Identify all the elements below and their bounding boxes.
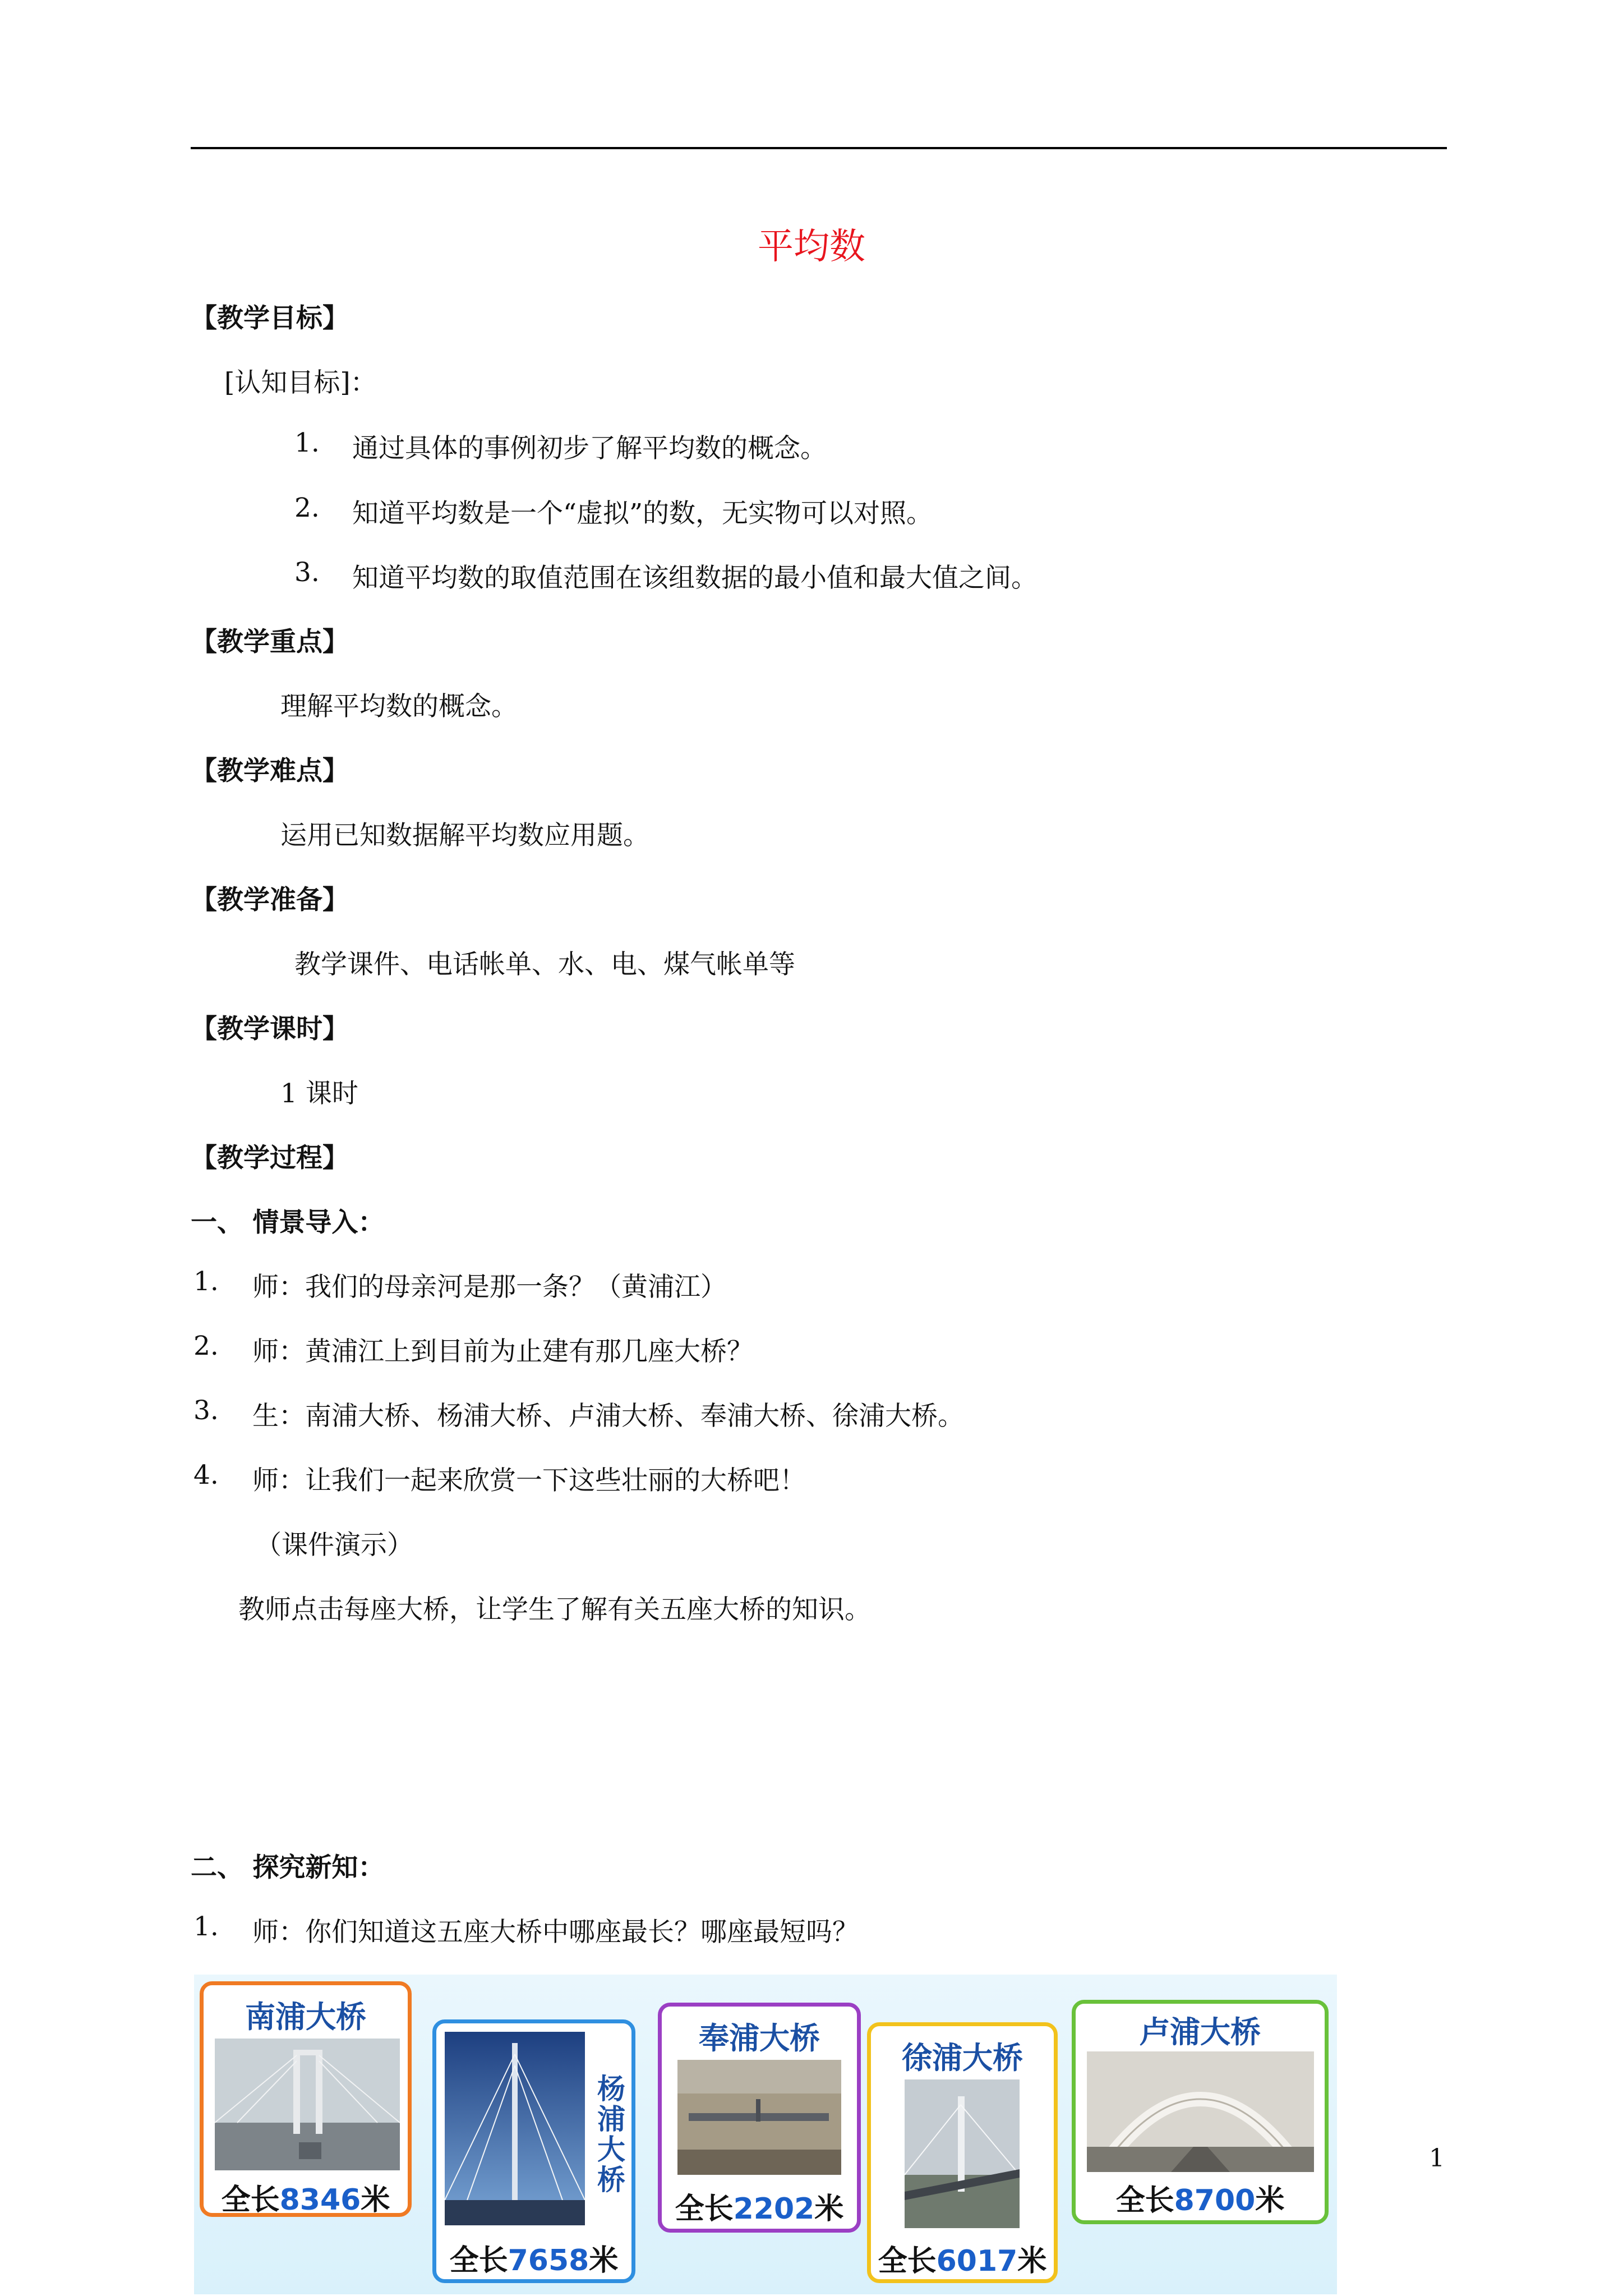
key-text: 理解平均数的概念。	[280, 691, 518, 722]
length-unit: 米	[814, 2192, 844, 2226]
bridge-photo	[677, 2060, 841, 2175]
part1-item-num: 3.	[193, 1395, 219, 1426]
bridge-card-lupu	[1072, 2000, 1329, 2224]
key-heading: 【教学重点】	[191, 627, 349, 657]
part1-item-text: 师：黄浦江上到目前为止建有那几座大桥？	[252, 1336, 753, 1367]
bridge-card-nanpu	[200, 1981, 412, 2217]
length-prefix: 全长	[878, 2244, 937, 2278]
process-heading: 【教学过程】	[191, 1143, 349, 1174]
length-value: 7658	[508, 2244, 589, 2277]
part1-item-text: 生：南浦大桥、杨浦大桥、卢浦大桥、奉浦大桥、徐浦大桥。	[252, 1401, 964, 1432]
bridge-name-vertical: 杨浦大桥	[597, 2073, 625, 2196]
length-prefix: 全长	[675, 2192, 734, 2226]
hours-text: 1 课时	[280, 1078, 358, 1109]
length-value: 8700	[1174, 2184, 1256, 2217]
length-value: 2202	[733, 2192, 815, 2226]
length-prefix: 全长	[221, 2183, 280, 2217]
bridge-length	[204, 2176, 408, 2218]
objective-num: 2.	[294, 493, 320, 523]
bridge-photo	[215, 2039, 400, 2170]
bridges-banner	[194, 1975, 1337, 2294]
part1-item-text: 师：让我们一起来欣赏一下这些壮丽的大桥吧！	[252, 1465, 806, 1496]
part2-item-num: 1.	[193, 1911, 219, 1942]
bridge-card-fengpu	[658, 2003, 861, 2233]
cognitive-heading: [认知目标]：	[224, 367, 377, 398]
prep-heading: 【教学准备】	[191, 885, 349, 915]
objective-num: 1.	[294, 427, 320, 458]
bridge-length	[662, 2185, 857, 2227]
objective-text: 知道平均数的取值范围在该组数据的最小值和最大值之间。	[352, 563, 1038, 593]
hours-heading: 【教学课时】	[191, 1014, 349, 1045]
length-prefix: 全长	[1115, 2184, 1174, 2217]
length-value: 8346	[279, 2183, 361, 2217]
length-unit: 米	[589, 2244, 619, 2277]
bridge-name: 徐浦大桥	[902, 2040, 1023, 2076]
bridge-card-yangpu	[432, 2019, 635, 2283]
page-number: 1	[1429, 2144, 1445, 2173]
header-rule	[191, 147, 1447, 149]
bridge-card-xupu	[867, 2022, 1058, 2283]
part1-item-text: 师：我们的母亲河是那一条？（黄浦江）	[252, 1272, 727, 1303]
part1-item-num: 2.	[193, 1331, 219, 1361]
length-value: 6017	[936, 2244, 1018, 2278]
objective-text: 知道平均数是一个“虚拟”的数，无实物可以对照。	[352, 498, 933, 529]
demo-desc: 教师点击每座大桥，让学生了解有关五座大桥的知识。	[238, 1594, 871, 1625]
bridge-length	[871, 2237, 1054, 2279]
part1-item-num: 1.	[193, 1266, 219, 1297]
bridge-name: 奉浦大桥	[699, 2021, 820, 2056]
objectives-heading: 【教学目标】	[191, 303, 349, 334]
length-unit: 米	[1017, 2244, 1047, 2278]
bridge-length	[436, 2237, 631, 2279]
bridge-photo	[1087, 2051, 1314, 2172]
bridge-name: 卢浦大桥	[1140, 2014, 1261, 2050]
length-prefix: 全长	[449, 2244, 508, 2277]
bridge-photo	[905, 2079, 1020, 2228]
demo-text: （课件演示）	[255, 1530, 413, 1561]
page-title: 平均数	[758, 226, 865, 268]
bridge-name: 南浦大桥	[245, 1999, 366, 2035]
bridge-photo	[445, 2032, 585, 2225]
difficulty-heading: 【教学难点】	[191, 756, 349, 786]
part1-heading: 一、 情景导入：	[191, 1207, 385, 1238]
objective-num: 3.	[294, 557, 320, 588]
length-unit: 米	[1255, 2184, 1285, 2217]
bridge-length	[1076, 2177, 1325, 2219]
part1-item-num: 4.	[193, 1460, 219, 1490]
difficulty-text: 运用已知数据解平均数应用题。	[280, 820, 649, 851]
part2-item-text: 师：你们知道这五座大桥中哪座最长？哪座最短吗？	[252, 1917, 859, 1948]
objective-text: 通过具体的事例初步了解平均数的概念。	[352, 433, 827, 464]
length-unit: 米	[361, 2183, 390, 2217]
prep-text: 教学课件、电话帐单、水、电、煤气帐单等	[294, 949, 795, 980]
part2-heading: 二、 探究新知：	[191, 1852, 385, 1883]
